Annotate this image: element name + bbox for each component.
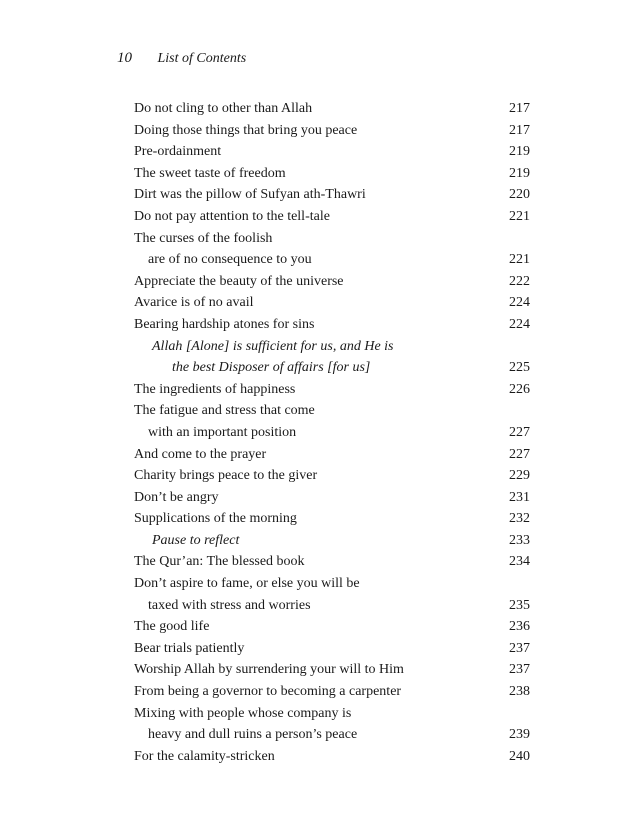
- toc-entry-title: And come to the prayer: [134, 446, 267, 462]
- toc-entry: [134, 314, 530, 336]
- toc-entry-title: Dirt was the pillow of Sufyan ath-Thawri: [134, 187, 366, 203]
- toc-entry: [134, 422, 530, 444]
- toc-entry-title: the best Disposer of affairs [for us]: [172, 360, 371, 376]
- toc-entry: [134, 681, 530, 703]
- toc-entry-title: Worship Allah by surrendering your will to Him: [134, 662, 404, 678]
- toc-entry-title: Charity brings peace to the giver: [134, 468, 318, 484]
- toc-entry-page: 221: [509, 208, 530, 224]
- running-header: [117, 50, 246, 67]
- page-number: 10: [117, 50, 132, 66]
- toc-entry-page: 225: [509, 360, 530, 376]
- toc-entry-title: The curses of the foolish: [134, 230, 273, 246]
- toc-entry: [134, 141, 530, 163]
- toc-entry-title: Mixing with people whose company is: [134, 705, 352, 721]
- toc-entry-title: From being a governor to becoming a carpenter: [134, 684, 402, 700]
- toc-entry-title: Pre-ordainment: [134, 144, 222, 160]
- toc-entry: [134, 120, 530, 142]
- toc-entry-title: The ingredients of happiness: [134, 381, 296, 397]
- toc-entry-page: 221: [509, 252, 530, 268]
- toc-entry: [134, 595, 530, 617]
- toc-entry-page: 236: [509, 619, 530, 635]
- toc-entry-page: 227: [509, 424, 530, 440]
- toc-entry: [134, 98, 530, 120]
- toc-entry: [134, 573, 530, 595]
- toc-entry-page: 235: [509, 597, 530, 613]
- toc-entry: [134, 336, 530, 358]
- toc-entry-title: Allah [Alone] is sufficient for us, and He is: [152, 338, 394, 354]
- toc-entry: [134, 292, 530, 314]
- toc-entry-title: The fatigue and stress that come: [134, 403, 315, 419]
- toc-entry-page: 222: [509, 273, 530, 289]
- toc-entry: [134, 357, 530, 379]
- toc-entry-page: 233: [509, 532, 530, 548]
- toc-entry: [134, 228, 530, 250]
- toc-entry-title: Doing those things that bring you peace: [134, 122, 358, 138]
- toc-entry-title: Do not pay attention to the tell-tale: [134, 208, 330, 224]
- toc-entry-page: 232: [509, 511, 530, 527]
- toc-entry-page: 231: [509, 489, 530, 505]
- toc-entry-page: 224: [509, 316, 530, 332]
- toc-entry: [134, 746, 530, 768]
- toc-entry: [134, 444, 530, 466]
- toc-entry: [134, 638, 530, 660]
- toc-entry-page: 224: [509, 295, 530, 311]
- toc-entry: [134, 508, 530, 530]
- toc-entry-title: are of no consequence to you: [148, 252, 312, 268]
- toc-entry: [134, 163, 530, 185]
- toc-entry: [134, 530, 530, 552]
- toc-entry-page: 229: [509, 468, 530, 484]
- toc-entry-page: 239: [509, 727, 530, 743]
- toc-entry-page: 220: [509, 187, 530, 203]
- toc-entry-page: 237: [509, 640, 530, 656]
- toc-entry-page: 219: [509, 165, 530, 181]
- toc-entry: [134, 659, 530, 681]
- toc-entry-title: The Qur’an: The blessed book: [134, 554, 305, 570]
- toc-entry-title: with an important position: [148, 424, 297, 440]
- toc-entry: [134, 400, 530, 422]
- toc-entry: [134, 551, 530, 573]
- toc-entry-page: 227: [509, 446, 530, 462]
- running-title: List of Contents: [157, 51, 247, 66]
- toc-entry-page: 219: [509, 144, 530, 160]
- toc-entry-title: Do not cling to other than Allah: [134, 101, 313, 116]
- toc-entry-title: Don’t be angry: [134, 489, 219, 505]
- toc-entry-title: Pause to reflect: [152, 532, 240, 548]
- toc-entry-page: 234: [509, 554, 530, 570]
- toc-entry-page: 217: [509, 122, 530, 138]
- toc-entry-title: Don’t aspire to fame, or else you will be: [134, 576, 360, 592]
- toc-entry-title: Avarice is of no avail: [134, 295, 254, 311]
- toc-entry-title: Bear trials patiently: [134, 640, 245, 656]
- table-of-contents: [134, 98, 530, 767]
- toc-entry-page: 226: [509, 381, 530, 397]
- toc-entry: [134, 703, 530, 725]
- toc-entry-title: Supplications of the morning: [134, 511, 297, 527]
- toc-entry-page: 237: [509, 662, 530, 678]
- toc-entry: [134, 724, 530, 746]
- toc-entry: [134, 487, 530, 509]
- toc-entry: [134, 379, 530, 401]
- toc-entry: [134, 206, 530, 228]
- toc-entry: [134, 271, 530, 293]
- toc-entry-title: heavy and dull ruins a person’s peace: [148, 727, 358, 743]
- toc-entry-title: The good life: [134, 619, 210, 635]
- toc-entry: [134, 184, 530, 206]
- toc-entry-title: Bearing hardship atones for sins: [134, 316, 315, 332]
- toc-entry-title: Appreciate the beauty of the universe: [134, 273, 344, 289]
- toc-entry-page: 238: [509, 684, 530, 700]
- toc-entry: [134, 616, 530, 638]
- toc-entry-title: taxed with stress and worries: [148, 597, 311, 613]
- toc-entry: [134, 249, 530, 271]
- toc-entry-page: 217: [509, 101, 530, 116]
- toc-entry: [134, 465, 530, 487]
- toc-entry-title: The sweet taste of freedom: [134, 165, 286, 181]
- toc-entry-title: For the calamity-stricken: [134, 748, 275, 764]
- toc-entry-page: 240: [509, 748, 530, 764]
